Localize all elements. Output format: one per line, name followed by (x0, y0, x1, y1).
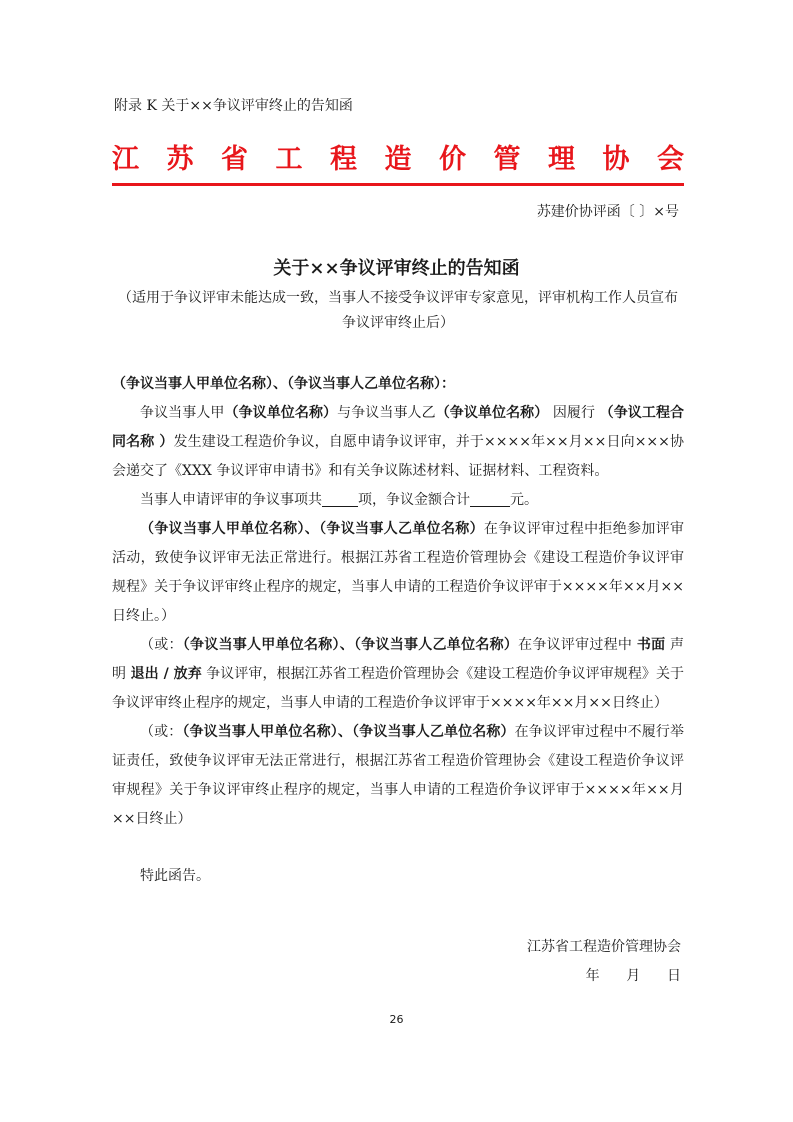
paragraph-5 (112, 718, 684, 834)
signature-org: 江苏省工程造价管理协会 (527, 939, 681, 955)
bold-text: （争议当事人甲单位名称）、（争议当事人乙单位名称） (140, 521, 484, 537)
text: 在争议评审过程中 (518, 637, 637, 653)
letter-body (112, 370, 684, 891)
bold-text: 退出 / 放弃 (130, 666, 202, 682)
text: 发生建设工程造价争议，自愿申请争议评审，并于××××年××月××日向×××协会递交了《XXX 争议评审申请书》和有关争议陈述材料、证据材料、工程资料。 (112, 434, 684, 479)
bold-text: （争议当事人甲单位名称）、（争议当事人乙单位名称） (182, 637, 519, 653)
header-red-rule (112, 183, 684, 186)
letter-title: 关于××争议评审终止的告知函 (273, 258, 520, 279)
paragraph-4 (112, 631, 684, 718)
bold-text: （争议单位名称） (435, 405, 549, 421)
bold-text: 书面 (636, 637, 666, 653)
text: 项，争议金额合计 (358, 492, 470, 508)
bold-text: （争议工程合同名称 ） (112, 405, 685, 450)
text: 声明 (112, 637, 685, 682)
fill-blank (322, 490, 358, 507)
bold-text: （争议单位名称） (224, 405, 338, 421)
closing-line: 特此函告。 (140, 868, 210, 884)
org-char: 省 (221, 144, 248, 175)
text: 争议评审，根据江苏省工程造价管理协会《建设工程造价争议评审规程》关于争议评审终止程序的规定，当事人申请的工程造价争议评审于××××年××月××日终止） (112, 666, 684, 711)
text: 与争议当事人乙 (337, 405, 436, 421)
paragraph-1 (112, 399, 684, 486)
signature-date: 年 月 日 (585, 968, 681, 984)
text: 争议当事人甲 (140, 405, 225, 421)
appendix-label: 附录 K 关于××争议评审终止的告知函 (114, 98, 353, 114)
fill-blank (470, 490, 510, 507)
paragraph-2 (112, 486, 684, 515)
paragraph-3 (112, 515, 684, 631)
org-char: 苏 (166, 144, 194, 175)
letter-subtitle: （适用于争议评审未能达成一致，当事人不接受争议评审专家意见，评审机构工作人员宣布争议评审终止后） (118, 290, 678, 331)
text: 元。 (510, 492, 538, 508)
page-number: 26 (389, 1013, 404, 1026)
org-char: 理 (548, 144, 575, 175)
document-number: 苏建价协评函〔 〕×号 (536, 204, 679, 220)
org-char: 协 (602, 144, 630, 175)
org-char: 管 (493, 144, 521, 175)
org-char: 工 (275, 144, 303, 175)
text: 当事人申请评审的争议事项共 (140, 492, 322, 508)
org-char: 造 (384, 144, 412, 175)
spacer (112, 834, 684, 862)
text: （或： (140, 637, 183, 653)
org-char: 程 (330, 144, 357, 175)
text: 在争议评审过程中拒绝参加评审活动，致使争议评审无法正常进行。根据江苏省工程造价管理协会《建设工程造价争议评审规程》关于争议评审终止程序的规定，当事人申请的工程造价争议评审于××××年××月××日终止。） (112, 521, 685, 624)
text: 因履行 (548, 405, 600, 421)
org-char: 会 (657, 144, 684, 175)
salutation: （争议当事人甲单位名称）、（争议当事人乙单位名称）： (112, 376, 455, 392)
organization-header (112, 143, 684, 177)
bold-text: （争议当事人甲单位名称）、（争议当事人乙单位名称） (182, 724, 515, 740)
text: 在争议评审过程中不履行举证责任，致使争议评审无法正常进行，根据江苏省工程造价管理协会《建设工程造价争议评审规程》关于争议评审终止程序的规定，当事人申请的工程造价争议评审于××××年××月××日终止） (112, 724, 685, 827)
text: （或： (140, 724, 183, 740)
org-char: 江 (112, 144, 139, 175)
org-char: 价 (439, 144, 466, 175)
